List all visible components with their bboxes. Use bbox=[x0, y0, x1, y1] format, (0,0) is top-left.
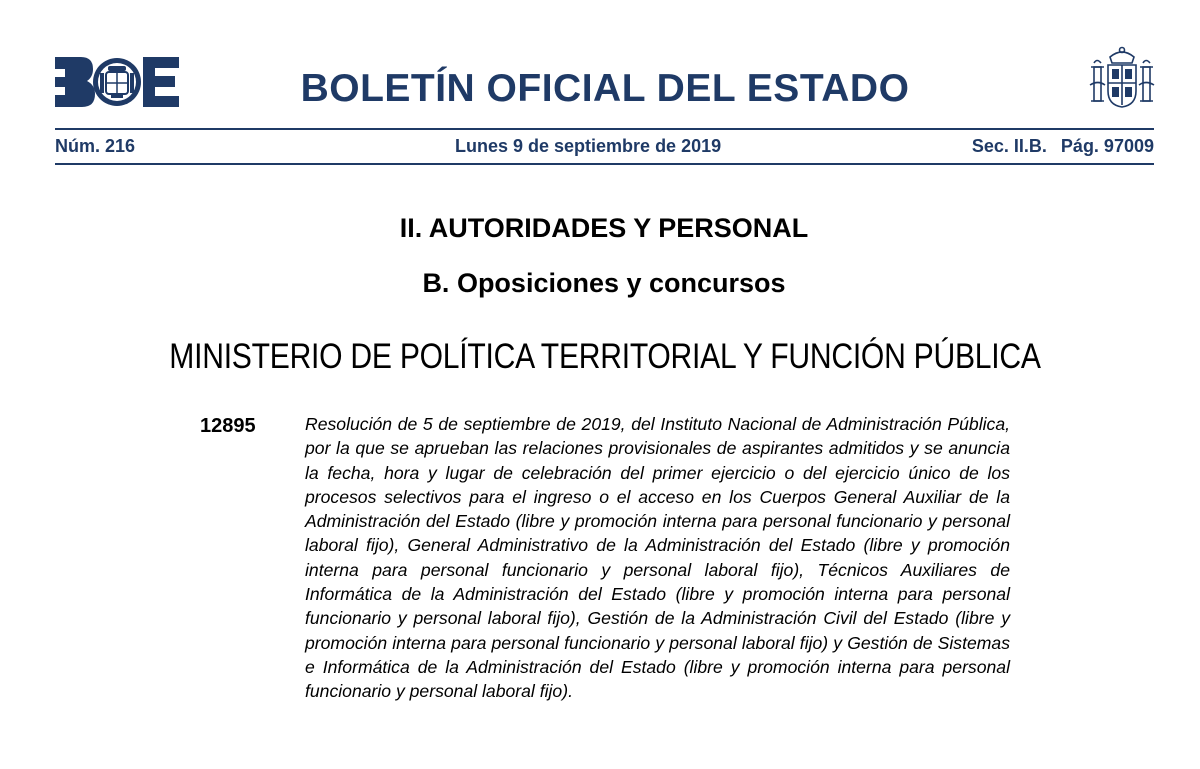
header-rule-bottom bbox=[55, 163, 1154, 165]
subsection-heading: B. Oposiciones y concursos bbox=[422, 268, 786, 298]
spain-coat-of-arms-icon bbox=[1088, 45, 1156, 115]
page-number: Pág. 97009 bbox=[1060, 136, 1154, 156]
ministry-heading: MINISTERIO DE POLÍTICA TERRITORIAL Y FUNCIÓN PÚBLICA bbox=[169, 337, 1041, 376]
gazette-title: BOLETÍN OFICIAL DEL ESTADO bbox=[300, 67, 910, 110]
section-heading: II. AUTORIDADES Y PERSONAL bbox=[399, 213, 809, 243]
section-code: Sec. II.B. bbox=[971, 136, 1047, 156]
boe-logo bbox=[55, 57, 179, 107]
issue-number: Núm. 216 bbox=[55, 136, 136, 156]
section-page-info bbox=[972, 135, 1154, 157]
document-number: 12895 bbox=[200, 415, 256, 437]
header-rule-top bbox=[55, 128, 1154, 130]
issue-date: Lunes 9 de septiembre de 2019 bbox=[455, 136, 722, 156]
document-summary: Resolución de 5 de septiembre de 2019, del Instituto Nacional de Administración Pública, por la que se aprueban las relaciones provisionales de aspirantes admitidos y se anuncia la fecha, hora y lugar de celebración del primer ejercicio o del ejercicio único de los procesos selectivos para el ingreso o el acceso en los Cuerpos General Auxiliar de la Administración del Estado (libre y promoción interna para personal funcionario y personal laboral fijo), General Administrativo de la Administración del Estado (libre y promoción interna para personal funcionario y personal laboral fijo), Técnicos Auxiliares de Informática de la Administración del Estado (libre y promoción interna para personal funcionario y personal laboral fijo), Gestión de la Administración Civil del Estado (libre y promoción interna para personal funcionario y personal laboral fijo) y Gestión de Sistemas e Informática de la Administración del Estado (libre y promoción interna para personal funcionario y personal laboral fijo). bbox=[305, 414, 1010, 702]
